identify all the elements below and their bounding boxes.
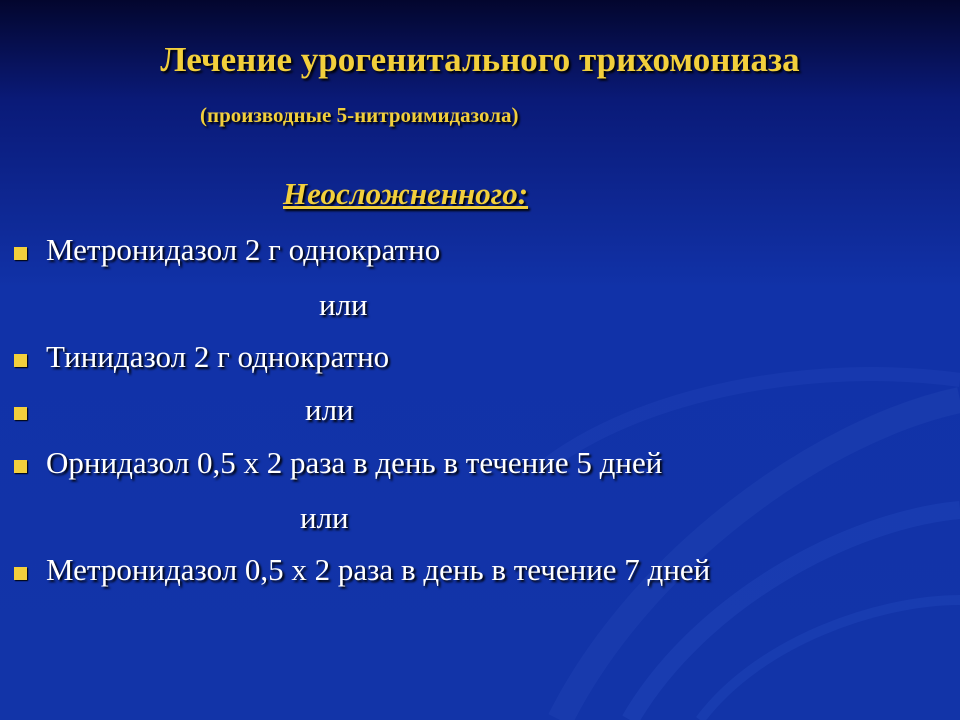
section-heading-uncomplicated: Неосложненного: <box>283 176 529 211</box>
list-item-tinidazole-single: Тинидазол 2 г однократно <box>46 339 390 374</box>
bullet-square-icon <box>14 247 27 260</box>
list-item-metronidazole-7-days: Метронидазол 0,5 х 2 раза в день в течение 7 дней <box>46 552 711 587</box>
list-item-or-2: или <box>305 392 354 427</box>
bullet-square-icon <box>14 354 27 367</box>
list-item-ornidazole-5-days: Орнидазол 0,5 х 2 раза в день в течение 5 дней <box>46 445 663 480</box>
bullet-square-icon <box>14 567 27 580</box>
list-item-metronidazole-single: Метронидазол 2 г однократно <box>46 232 441 267</box>
bullet-square-icon <box>14 407 27 420</box>
bullet-square-icon <box>14 460 27 473</box>
slide-title: Лечение урогенитального трихомониаза <box>160 40 800 79</box>
slide-subtitle: (производные 5-нитроимидазола) <box>200 103 519 127</box>
list-item-or-3: или <box>300 500 349 535</box>
list-item-or-1: или <box>319 287 368 322</box>
